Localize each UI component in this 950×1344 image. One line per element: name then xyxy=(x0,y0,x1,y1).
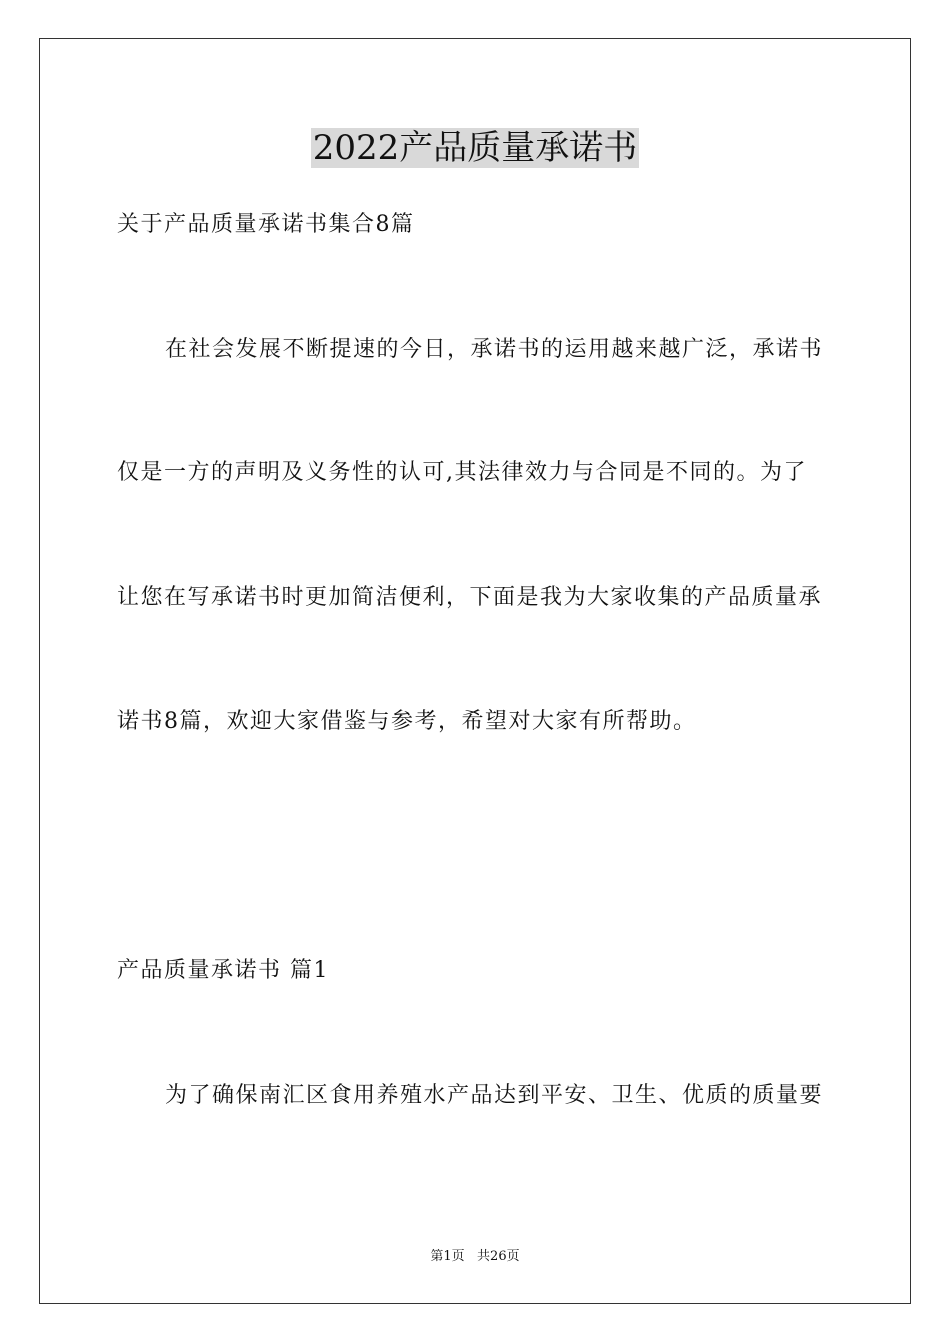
document-title: 2022产品质量承诺书 xyxy=(312,128,638,168)
paragraph1-line1: 在社会发展不断提速的今日，承诺书的运用越来越广泛，承诺书 xyxy=(165,337,824,362)
paragraph1-line3: 让您在写承诺书时更加简洁便利，下面是我为大家收集的产品质量承 xyxy=(117,585,823,610)
paragraph2-line1: 为了确保南汇区食用养殖水产品达到平安、卫生、优质的质量要 xyxy=(165,1083,824,1108)
document-subtitle: 关于产品质量承诺书集合8篇 xyxy=(117,212,415,237)
page-number-label: 第1页 共26页 xyxy=(430,1249,520,1264)
paragraph1-line4: 诺书8篇，欢迎大家借鉴与参考，希望对大家有所帮助。 xyxy=(117,709,697,734)
title-wrap xyxy=(0,128,950,168)
section1-heading: 产品质量承诺书 篇1 xyxy=(117,958,329,983)
page-footer xyxy=(0,1248,950,1266)
paragraph1-line2: 仅是一方的声明及义务性的认可,其法律效力与合同是不同的。为了 xyxy=(117,460,807,485)
